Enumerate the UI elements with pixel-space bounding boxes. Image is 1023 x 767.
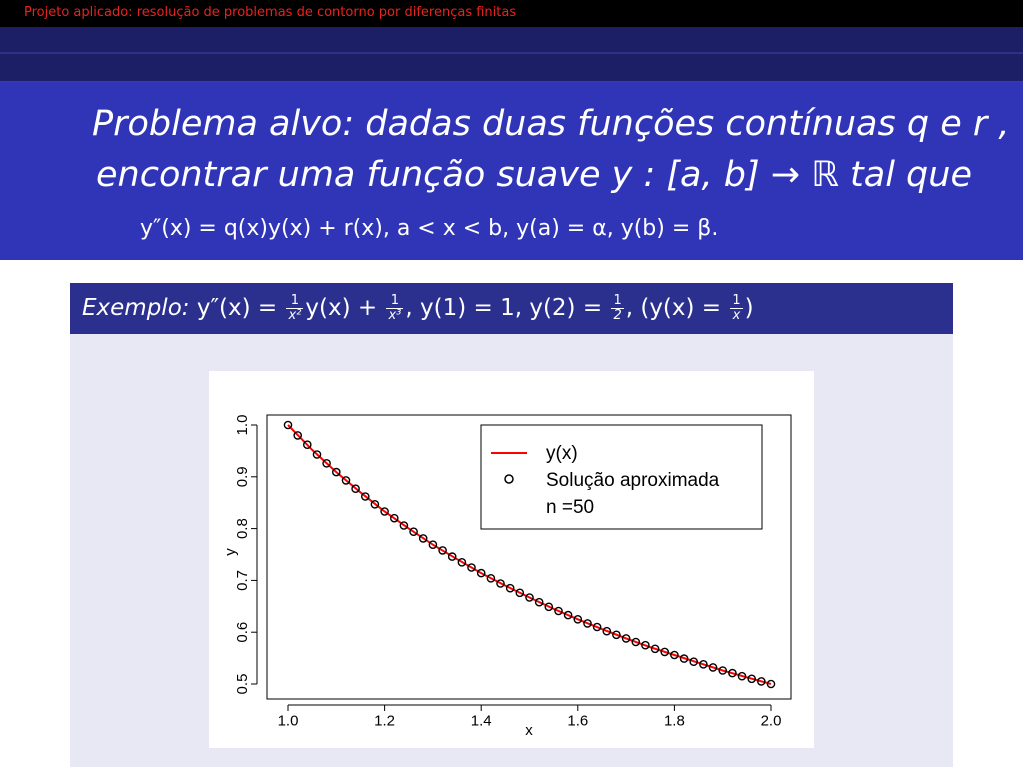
y-tick-label: 1.0	[234, 414, 251, 436]
solution-plot	[209, 371, 814, 748]
example-exact-close: )	[744, 295, 754, 321]
y-tick-label: 0.6	[234, 621, 251, 643]
legend-label-approx: Solução aproximada	[546, 470, 720, 491]
fraction-1-over-x: $\frac{1}{x}$	[732, 293, 741, 323]
navigation-band	[0, 27, 1023, 82]
header-bar	[0, 0, 1023, 27]
legend-label-n: n =50	[546, 497, 595, 518]
example-mid: y(x) +	[305, 295, 378, 321]
problem-equation: y″(x) = q(x)y(x) + r(x), a < x < b, y(a) = α, y(b) = β.	[140, 216, 719, 241]
x-tick-label: 1.0	[277, 712, 299, 730]
x-tick-label: 1.4	[470, 712, 492, 730]
plot-card	[209, 371, 814, 748]
legend	[481, 425, 762, 529]
nav-divider	[0, 52, 1023, 54]
x-tick-label: 1.6	[567, 712, 589, 730]
fraction-1-over-x3: $\frac{1}{\text{x³}}$	[388, 293, 402, 323]
y-tick-label: 0.9	[234, 466, 251, 488]
example-title-bar	[70, 283, 953, 334]
y-tick-label: 0.5	[234, 673, 251, 695]
problem-line-2: encontrar uma função suave y : [a, b] → ℝ tal que	[96, 155, 972, 195]
example-formula	[82, 294, 754, 323]
x-tick-label: 2.0	[760, 712, 782, 730]
x-tick-label: 1.2	[374, 712, 396, 730]
example-exact-open: , (y(x) =	[625, 295, 722, 321]
y-tick-label: 0.8	[234, 518, 251, 540]
breadcrumb[interactable]: Projeto aplicado: resolução de problemas de contorno por diferenças finitas	[24, 5, 517, 20]
fraction-1-over-2: $\frac{1}{2}$	[613, 293, 622, 323]
legend-label-exact: y(x)	[546, 443, 578, 464]
example-label: Exemplo:	[82, 295, 190, 321]
y-axis-label: y	[222, 548, 239, 556]
example-lhs: y″(x) =	[196, 295, 278, 321]
example-conditions: , y(1) = 1, y(2) =	[405, 295, 603, 321]
fraction-1-over-x2: $\frac{1}{\text{x²}}$	[288, 293, 302, 323]
x-tick-label: 1.8	[663, 712, 685, 730]
y-tick-label: 0.7	[234, 569, 251, 591]
x-axis-label: x	[525, 722, 533, 739]
problem-statement-block	[0, 82, 1023, 260]
problem-line-1: Problema alvo: dadas duas funções contínuas q e r ,	[92, 104, 1010, 144]
